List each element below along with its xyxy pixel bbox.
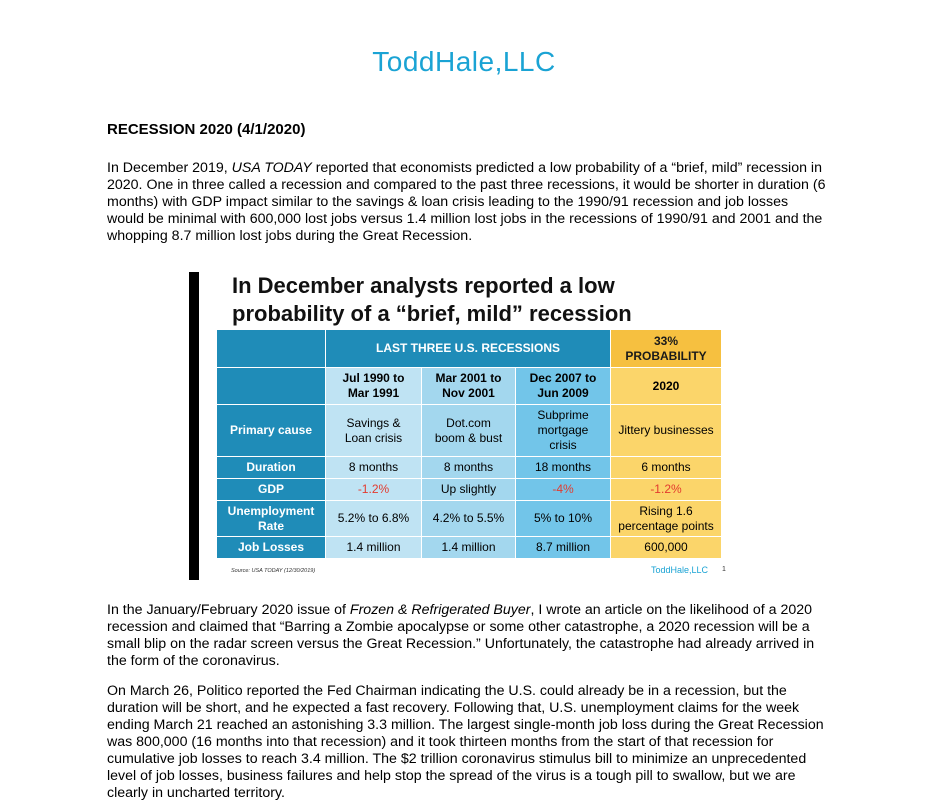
row-label: Primary cause [217,405,326,457]
table-cell: 600,000 [611,537,722,559]
row-label: Job Losses [217,537,326,559]
cell-line: Subprime [537,408,589,422]
table-cell: -4% [516,479,611,501]
period-line: Jun 2009 [537,386,589,400]
cell-line: boom & bust [434,430,503,445]
article-text-post: , I wrote an article on the likelihood of a 2020 recession and claimed that “Barring a Zombie apocalypse or some other catastrophe, a 2020 recession will be a small blip on the radar screen versus the Great Recession.” Unfortunately, the catastrophe had already arrived in the form of the coronavirus. [107,602,815,669]
table-cell: 1.4 million [326,537,422,559]
table-cell: 5.2% to 6.8% [326,501,422,537]
cell-line: Rising 1.6 [639,503,693,518]
period-line: Jul 1990 to [342,371,405,385]
document-heading: RECESSION 2020 (4/1/2020) [107,121,306,138]
table-cell [611,501,722,537]
table-cell: Jittery businesses [611,405,722,457]
row-label-line: Unemployment [227,503,315,518]
period-line: Dec 2007 to [529,371,597,385]
intro-paragraph [107,160,827,245]
period-cell-1990 [326,368,422,405]
table-cell: 8.7 million [516,537,611,559]
cell-line: Savings & [346,415,401,430]
table-cell: 8 months [326,457,422,479]
intro-text-post: reported that economists predicted a low probability of a “brief, mild” recession in 2020. One in three called a recession and compared to the past three recessions, it would be shorter in duration (6 months) with GDP impact similar to the savings & loan crisis leading to the 1990/91 recession and job losses would be minimal with 600,000 lost jobs versus 1.4 million lost jobs in the recessions of 1990/91 and 2001 and the whopping 8.7 million lost jobs during the Great Recession. [107,160,826,244]
period-blank-cell [217,368,326,405]
article-paragraph [107,602,827,670]
table-cell: 18 months [516,457,611,479]
table-cell: Up slightly [422,479,516,501]
slide-title-line1: In December analysts reported a low [232,273,615,298]
slide-accent-bar [189,272,199,580]
cell-line: crisis [549,438,577,452]
period-cell-2007 [516,368,611,405]
table-cell: 4.2% to 5.5% [422,501,516,537]
table-cell [422,405,516,457]
table-row-gdp [217,479,722,501]
cell-line: mortgage [537,423,589,437]
table-cell: 8 months [422,457,516,479]
article-text-pre: In the January/February 2020 issue of [107,602,350,618]
table-cell [326,405,422,457]
recession-comparison-table [216,329,722,559]
period-cell-2001 [422,368,516,405]
header-probability-percent: 33% [653,333,679,348]
table-cell: -1.2% [326,479,422,501]
header-last-three-recessions: LAST THREE U.S. RECESSIONS [326,330,611,368]
table-row-primary-cause [217,405,722,457]
cell-line: percentage points [618,518,714,533]
intro-text-pre: In December 2019, [107,160,232,176]
table-cell [516,405,611,457]
slide-logo-text: ToddHale,LLC [651,565,709,575]
row-label-line: Rate [257,518,284,533]
row-label: Duration [217,457,326,479]
cell-line: Dot.com [446,415,491,430]
table-row-job-losses [217,537,722,559]
header-probability [611,330,722,368]
slide-source-note: Source: USA TODAY (12/30/2019) [231,568,316,574]
table-cell: -1.2% [611,479,722,501]
cell-line: Loan crisis [344,430,403,445]
row-label [217,501,326,537]
table-period-row [217,368,722,405]
table-cell: 5% to 10% [516,501,611,537]
table-header-row [217,330,722,368]
recession-slide [189,272,731,581]
article-publication: Frozen & Refrigerated Buyer [349,602,531,618]
period-line: Mar 1991 [347,386,400,400]
slide-title [232,272,632,328]
period-line: Mar 2001 to [435,371,502,385]
table-cell: 6 months [611,457,722,479]
header-probability-label: PROBABILITY [625,348,707,363]
table-row-unemployment [217,501,722,537]
politico-paragraph: On March 26, Politico reported the Fed Chairman indicating the U.S. could already be in a recession, but the duration will be short, and he expected a fast recovery. Following that, U.S. unemployment claims for the week ending March 21 reached an astonishing 3.3 million. The largest single-month job loss during the Great Recession was 800,000 (16 months into that recession) and it took thirteen months from the start of that recession for cumulative job losses to reach 3.4 million. The $2 trillion coronavirus stimulus bill to minimize an unprecedented level of job losses, business failures and help stop the spread of the virus is a tough pill to swallow, but we are clearly in uncharted territory. [107,683,824,801]
table-cell: 1.4 million [422,537,516,559]
slide-page-number: 1 [722,566,726,573]
table-row-duration [217,457,722,479]
company-logo-text: ToddHale,LLC [372,46,556,77]
header-blank-cell [217,330,326,368]
row-label: GDP [217,479,326,501]
slide-title-line2: probability of a “brief, mild” recession [232,301,632,326]
intro-publication: USA TODAY [231,160,312,176]
period-cell-2020: 2020 [611,368,722,405]
period-line: Nov 2001 [442,386,495,400]
